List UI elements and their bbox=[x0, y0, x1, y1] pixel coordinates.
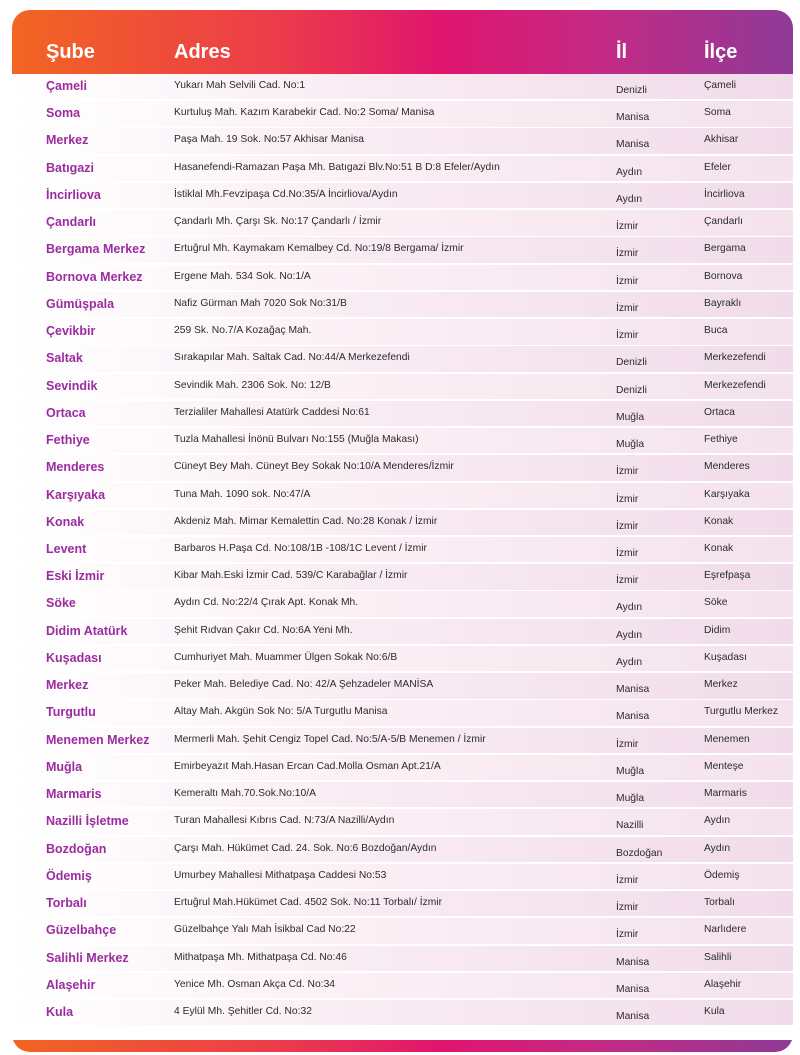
branch-name: Ödemiş bbox=[46, 868, 92, 883]
branch-district: Aydın bbox=[704, 842, 731, 854]
branch-name: Bergama Merkez bbox=[46, 242, 146, 257]
branch-province: Aydın bbox=[616, 193, 643, 205]
table-row bbox=[12, 973, 793, 998]
branch-address: Yenice Mh. Osman Akça Cd. No:34 bbox=[174, 978, 336, 990]
branch-address: Emirbeyazıt Mah.Hasan Ercan Cad.Molla Osman Apt.21/A bbox=[174, 760, 441, 772]
branch-address: Paşa Mah. 19 Sok. No:57 Akhisar Manisa bbox=[174, 134, 365, 146]
branch-province: Denizli bbox=[616, 357, 647, 369]
branch-address: Ertuğrul Mh. Kaymakam Kemalbey Cd. No:19/8 Bergama/ İzmir bbox=[174, 243, 464, 255]
table-row bbox=[12, 401, 793, 426]
branch-name: Soma bbox=[46, 106, 81, 121]
table-row bbox=[12, 918, 793, 943]
branch-address: Çandarlı Mh. Çarşı Sk. No:17 Çandarlı / İzmir bbox=[174, 216, 382, 228]
table-row bbox=[12, 891, 793, 916]
branch-name: Ortaca bbox=[46, 405, 86, 420]
branch-province: Manisa bbox=[616, 139, 650, 151]
branch-name: Marmaris bbox=[46, 787, 102, 802]
branch-name: Menderes bbox=[46, 460, 105, 475]
table-row bbox=[12, 292, 793, 317]
branch-name: Merkez bbox=[46, 678, 89, 693]
branch-province: İzmir bbox=[616, 248, 639, 260]
branch-district: Bergama bbox=[704, 243, 746, 255]
branch-address: Terzialiler Mahallesi Atatürk Caddesi No:61 bbox=[174, 406, 370, 418]
table-row bbox=[12, 809, 793, 834]
table-row bbox=[12, 564, 793, 589]
branch-district: Narlıdere bbox=[704, 924, 747, 936]
table-row bbox=[12, 346, 793, 371]
branch-name: Batıgazi bbox=[46, 160, 94, 175]
branch-district: Ortaca bbox=[704, 406, 735, 418]
branch-province: Manisa bbox=[616, 983, 650, 995]
branch-name: Sevindik bbox=[46, 378, 98, 393]
branch-address: Umurbey Mahallesi Mithatpaşa Caddesi No:53 bbox=[174, 869, 387, 881]
branch-address: Yukarı Mah Selvili Cad. No:1 bbox=[174, 80, 306, 91]
header-ilce: İlçe bbox=[704, 41, 738, 63]
header-sube: Şube bbox=[46, 41, 95, 63]
branch-name: Söke bbox=[46, 596, 76, 611]
table-row bbox=[12, 673, 793, 698]
branch-province: İzmir bbox=[616, 547, 639, 559]
branch-province: Manisa bbox=[616, 956, 650, 968]
branch-address: Hasanefendi-Ramazan Paşa Mh. Batıgazi Blv.No:51 B D:8 Efeler/Aydın bbox=[174, 161, 500, 173]
branch-province: Bozdoğan bbox=[616, 847, 663, 859]
branch-province: Aydın bbox=[616, 629, 643, 641]
branch-district: Merkezefendi bbox=[704, 352, 766, 364]
branch-district: Alaşehir bbox=[704, 978, 742, 990]
branch-address: Şehit Rıdvan Çakır Cd. No:6A Yeni Mh. bbox=[174, 624, 353, 636]
branch-address: Tuzla Mahallesi İnönü Bulvarı No:155 (Muğla Makası) bbox=[174, 434, 419, 446]
table-row bbox=[12, 319, 793, 344]
table-row bbox=[12, 183, 793, 208]
branch-address: Tuna Mah. 1090 sok. No:47/A bbox=[174, 488, 311, 500]
branch-name: Menemen Merkez bbox=[46, 732, 150, 747]
branch-district: Marmaris bbox=[704, 788, 747, 800]
branch-address: Çarşı Mah. Hükümet Cad. 24. Sok. No:6 Bozdoğan/Aydın bbox=[174, 842, 437, 854]
branch-name: Bornova Merkez bbox=[46, 269, 143, 284]
header-adres: Adres bbox=[174, 41, 231, 63]
branch-district: Çandarlı bbox=[704, 216, 743, 228]
branch-address: 4 Eylül Mh. Şehitler Cd. No:32 bbox=[174, 1005, 312, 1017]
table-row bbox=[12, 728, 793, 753]
branch-name: Alaşehir bbox=[46, 977, 96, 992]
branch-province: Muğla bbox=[616, 411, 645, 423]
branch-province: Muğla bbox=[616, 793, 645, 805]
branch-district: Çameli bbox=[704, 80, 737, 91]
branch-district: İncirliova bbox=[704, 188, 745, 200]
branch-district: Konak bbox=[704, 515, 734, 527]
table-row bbox=[12, 864, 793, 889]
branch-district: Menteşe bbox=[704, 760, 744, 772]
branch-name: İncirliova bbox=[46, 187, 101, 202]
branch-province: Denizli bbox=[616, 384, 647, 396]
branch-district: Fethiye bbox=[704, 434, 738, 446]
table-row bbox=[12, 646, 793, 671]
branch-province: İzmir bbox=[616, 302, 639, 314]
branch-address: Akdeniz Mah. Mimar Kemalettin Cad. No:28 Konak / İzmir bbox=[174, 515, 438, 527]
branch-address: İstiklal Mh.Fevzipaşa Cd.No:35/A İncirliova/Aydın bbox=[174, 188, 398, 200]
branch-district: Salihli bbox=[704, 951, 732, 963]
branch-name: Salihli Merkez bbox=[46, 950, 129, 965]
branch-address: Ertuğrul Mah.Hükümet Cad. 4502 Sok. No:11 Torbalı/ İzmir bbox=[174, 897, 443, 909]
branch-district: Konak bbox=[704, 542, 734, 554]
branch-address: Kemeraltı Mah.70.Sok.No:10/A bbox=[174, 788, 316, 800]
branch-address: Turan Mahallesi Kıbrıs Cad. N:73/A Nazilli/Aydın bbox=[174, 815, 395, 827]
branch-province: Muğla bbox=[616, 765, 645, 777]
branch-district: Söke bbox=[704, 597, 728, 609]
branch-address: Barbaros H.Paşa Cd. No:108/1B -108/1C Levent / İzmir bbox=[174, 542, 427, 554]
branch-district: Didim bbox=[704, 624, 731, 636]
branch-district: Buca bbox=[704, 325, 728, 337]
branch-district: Efeler bbox=[704, 161, 731, 173]
header-il: İl bbox=[616, 41, 628, 63]
branch-name: Turgutlu bbox=[46, 705, 96, 720]
branch-name: Gümüşpala bbox=[46, 296, 115, 311]
branch-province: İzmir bbox=[616, 466, 639, 478]
branch-province: Aydın bbox=[616, 656, 643, 668]
branch-district: Kula bbox=[704, 1005, 725, 1017]
footer-gradient-bar bbox=[12, 1040, 793, 1052]
branch-district: Eşrefpaşa bbox=[704, 570, 751, 582]
branch-province: Muğla bbox=[616, 439, 645, 451]
table-body bbox=[12, 74, 793, 1027]
table-row bbox=[12, 265, 793, 290]
branch-province: İzmir bbox=[616, 575, 639, 587]
branch-address: Kibar Mah.Eski İzmir Cad. 539/C Karabağlar / İzmir bbox=[174, 570, 408, 582]
branch-address: Kurtuluş Mah. Kazım Karabekir Cad. No:2 Soma/ Manisa bbox=[174, 107, 435, 119]
branch-district: Kuşadası bbox=[704, 651, 747, 663]
branch-address: Sevindik Mah. 2306 Sok. No: 12/B bbox=[174, 379, 331, 391]
table-row bbox=[12, 156, 793, 181]
branch-address: Ergene Mah. 534 Sok. No:1/A bbox=[174, 270, 311, 282]
branch-district: Karşıyaka bbox=[704, 488, 750, 500]
branch-name: Karşıyaka bbox=[46, 487, 106, 502]
table-row bbox=[12, 591, 793, 616]
branch-address: Nafiz Gürman Mah 7020 Sok No:31/B bbox=[174, 297, 347, 309]
table-row bbox=[12, 510, 793, 535]
branch-address: Güzelbahçe Yalı Mah İsikbal Cad No:22 bbox=[174, 924, 356, 936]
branch-province: Aydın bbox=[616, 166, 643, 178]
table-row bbox=[12, 101, 793, 126]
table-row bbox=[12, 537, 793, 562]
branch-name: Muğla bbox=[46, 759, 83, 774]
table-row bbox=[12, 374, 793, 399]
branch-address: Cüneyt Bey Mah. Cüneyt Bey Sokak No:10/A Menderes/İzmir bbox=[174, 461, 454, 473]
branch-district: Akhisar bbox=[704, 134, 739, 146]
table-row bbox=[12, 837, 793, 862]
branch-province: Manisa bbox=[616, 1010, 650, 1022]
branch-name: Kula bbox=[46, 1004, 74, 1019]
branch-name: Bozdoğan bbox=[46, 841, 107, 856]
branch-name: Merkez bbox=[46, 133, 89, 148]
branch-province: İzmir bbox=[616, 738, 639, 750]
branch-district: Aydın bbox=[704, 815, 731, 827]
branch-province: İzmir bbox=[616, 874, 639, 886]
branch-province: İzmir bbox=[616, 221, 639, 233]
table-row bbox=[12, 428, 793, 453]
branch-province: İzmir bbox=[616, 520, 639, 532]
table-row bbox=[12, 128, 793, 153]
table-row bbox=[12, 755, 793, 780]
table-row bbox=[12, 782, 793, 807]
table-row bbox=[12, 946, 793, 971]
branch-address: Mermerli Mah. Şehit Cengiz Topel Cad. No:5/A-5/B Menemen / İzmir bbox=[174, 733, 486, 745]
branch-name: Saltak bbox=[46, 351, 83, 366]
branch-address: Altay Mah. Akgün Sok No: 5/A Turgutlu Manisa bbox=[174, 706, 388, 718]
table-row bbox=[12, 455, 793, 480]
branch-name: Didim Atatürk bbox=[46, 623, 128, 638]
branch-address: 259 Sk. No.7/A Kozağaç Mah. bbox=[174, 325, 312, 337]
table-row bbox=[12, 700, 793, 725]
branch-address: Sırakapılar Mah. Saltak Cad. No:44/A Merkezefendi bbox=[174, 352, 410, 364]
branch-district: Merkezefendi bbox=[704, 379, 766, 391]
branch-district: Ödemiş bbox=[704, 869, 740, 881]
branch-name: Nazilli İşletme bbox=[46, 814, 129, 829]
table-row bbox=[12, 483, 793, 508]
branch-district: Turgutlu Merkez bbox=[704, 706, 779, 718]
branch-district: Torbalı bbox=[704, 897, 735, 909]
branch-name: Levent bbox=[46, 541, 87, 556]
branch-name: Güzelbahçe bbox=[46, 923, 117, 938]
branch-province: Nazilli bbox=[616, 820, 644, 832]
branch-district: Merkez bbox=[704, 679, 738, 691]
table-row bbox=[12, 619, 793, 644]
branch-name: Çandarlı bbox=[46, 215, 97, 230]
branch-province: İzmir bbox=[616, 275, 639, 287]
table-row bbox=[12, 1000, 793, 1025]
branch-name: Torbalı bbox=[46, 896, 87, 911]
branch-name: Fethiye bbox=[46, 433, 90, 448]
branch-province: Manisa bbox=[616, 711, 650, 723]
branch-address: Peker Mah. Belediye Cad. No: 42/A Şehzadeler MANİSA bbox=[174, 679, 434, 691]
branch-province: İzmir bbox=[616, 929, 639, 941]
branch-province: İzmir bbox=[616, 902, 639, 914]
branch-name: Çevikbir bbox=[46, 324, 96, 339]
branch-name: Çameli bbox=[46, 79, 87, 93]
branch-province: Aydın bbox=[616, 602, 643, 614]
branch-province: İzmir bbox=[616, 330, 639, 342]
branch-province: İzmir bbox=[616, 493, 639, 505]
branch-district: Bornova bbox=[704, 270, 743, 282]
branch-province: Denizli bbox=[616, 85, 647, 96]
branch-district: Bayraklı bbox=[704, 297, 742, 309]
branch-table-card bbox=[12, 10, 793, 1052]
branch-name: Konak bbox=[46, 514, 85, 529]
table-row bbox=[12, 210, 793, 235]
table-row bbox=[12, 237, 793, 262]
branch-district: Menemen bbox=[704, 733, 750, 745]
branch-address: Mithatpaşa Mh. Mithatpaşa Cd. No:46 bbox=[174, 951, 347, 963]
table-header bbox=[12, 10, 793, 74]
branch-province: Manisa bbox=[616, 112, 650, 124]
branch-address: Aydın Cd. No:22/4 Çırak Apt. Konak Mh. bbox=[174, 597, 359, 609]
branch-district: Menderes bbox=[704, 461, 750, 473]
branch-name: Eski İzmir bbox=[46, 569, 105, 584]
branch-name: Kuşadası bbox=[46, 650, 102, 665]
branch-province: Manisa bbox=[616, 684, 650, 696]
branch-district: Soma bbox=[704, 107, 731, 119]
table-row bbox=[12, 74, 793, 99]
branch-address: Cumhuriyet Mah. Muammer Ülgen Sokak No:6/B bbox=[174, 651, 398, 663]
